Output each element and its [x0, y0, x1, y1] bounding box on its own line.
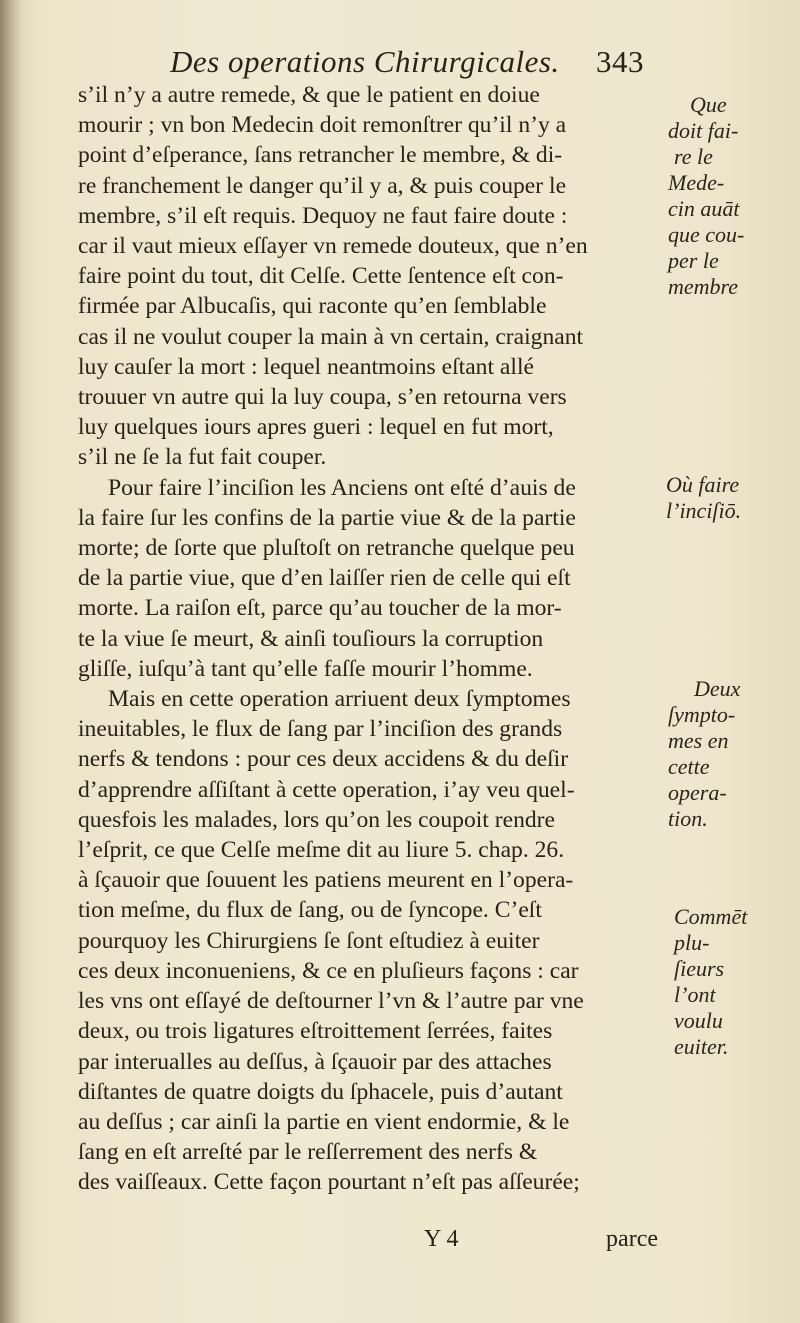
text-line: quesfois les malades, lors qu’on les coupoit rendre — [78, 806, 556, 833]
margin-note-line: Mede- — [668, 170, 725, 195]
page-footer — [78, 1226, 658, 1260]
spine-shadow — [0, 0, 22, 1323]
text-line: tion meſme, du flux de ſang, ou de ſyncope. C’eſt — [78, 897, 542, 924]
text-line: deux, ou trois ligatures eſtroittement ſerrées, faites — [78, 1018, 553, 1045]
text-line: morte; de ſorte que pluſtoſt on retranche quelque peu — [78, 535, 575, 562]
margin-note-line: Deux — [694, 676, 741, 701]
text-line: car il vaut mieux eſſayer vn remede douteux, que n’en — [78, 233, 588, 260]
margin-note-line: l’ont — [674, 982, 716, 1007]
margin-note-line: opera- — [668, 780, 727, 805]
running-header — [170, 44, 650, 80]
text-line: ces deux inconueniens, & ce en pluſieurs façons : car — [78, 957, 579, 984]
margin-note-line: mes en — [668, 728, 729, 753]
text-line: ſang en eſt arreſté par le reſſerrement des nerfs & — [78, 1139, 538, 1166]
margin-note-line: tion. — [668, 806, 708, 831]
text-line: point d’eſperance, ſans retrancher le membre, & di- — [78, 142, 563, 169]
margin-note-line: cette — [668, 754, 710, 779]
text-line: l’eſprit, ce que Celſe meſme dit au liure 5. chap. 26. — [78, 837, 565, 864]
margin-note-line: euiter. — [674, 1034, 729, 1059]
text-line: cas il ne voulut couper la main à vn certain, craignant — [78, 323, 584, 350]
margin-note-line: Commēt — [674, 904, 748, 929]
text-line: Pour faire l’inciſion les Anciens ont eſté d’auis de — [108, 474, 576, 501]
margin-note-line: Où faire — [666, 472, 740, 497]
margin-note-line: plu- — [674, 930, 710, 955]
text-line: Mais en cette operation arriuent deux ſymptomes — [108, 686, 571, 713]
text-line: faire point du tout, dit Celſe. Cette ſentence eſt con- — [78, 263, 564, 290]
margin-note-line: ſieurs — [674, 956, 725, 981]
text-line: des vaiſſeaux. Cette façon pourtant n’eſt pas aſſeurée; — [78, 1169, 580, 1196]
margin-note-line: que cou- — [668, 222, 745, 247]
text-line: au deſſus ; car ainſi la partie en vient endormie, & le — [78, 1108, 570, 1135]
text-line: diſtantes de quatre doigts du ſphacele, puis d’autant — [78, 1078, 563, 1105]
margin-note-line: cin auāt — [668, 196, 740, 221]
text-line: mourir ; vn bon Medecin doit remonſtrer qu’il n’y a — [78, 112, 567, 139]
text-line: d’apprendre aſſiſtant à cette operation, i’ay veu quel- — [78, 776, 575, 803]
margin-note-line: membre — [668, 274, 739, 299]
margin-note-line: ſympto- — [668, 702, 736, 727]
margin-note-line: voulu — [674, 1008, 723, 1033]
margin-note-line: l’inciſiō. — [666, 498, 742, 523]
text-line: les vns ont eſſayé de deſtourner l’vn & l’autre par vne — [78, 988, 584, 1015]
text-line: nerfs & tendons : pour ces deux accidens & du deſir — [78, 746, 569, 773]
margin-note-line: Que — [690, 92, 727, 117]
page-number: 343 — [596, 44, 644, 79]
margin-note — [668, 676, 740, 832]
margin-note-line: per le — [668, 248, 719, 273]
text-line: pourquoy les Chirurgiens ſe ſont eſtudiez à euiter — [78, 927, 540, 954]
main-text — [78, 80, 658, 1198]
margin-note — [668, 92, 744, 300]
signature-mark: Y 4 — [424, 1226, 459, 1252]
text-line: à ſçauoir que ſouuent les patiens meurent en l’opera- — [78, 867, 574, 894]
margin-note-line: doit fai- — [668, 118, 739, 143]
text-line: de la partie viue, que d’en laiſſer rien de celle qui eſt — [78, 565, 571, 592]
text-line: s’il ne ſe la fut fait couper. — [78, 444, 327, 471]
text-line: morte. La raiſon eſt, parce qu’au toucher de la mor- — [78, 595, 562, 622]
text-line: membre, s’il eſt requis. Dequoy ne faut faire doute : — [78, 202, 568, 229]
text-line: gliſſe, iuſqu’à tant qu’elle faſſe mourir l’homme. — [78, 655, 533, 682]
text-line: luy quelques iours apres gueri : lequel en fut mort, — [78, 414, 554, 441]
running-title: Des operations Chirurgicales. — [170, 44, 560, 79]
text-line: te la viue ſe meurt, & ainſi touſiours la corruption — [78, 625, 544, 652]
text-line: trouuer vn autre qui la luy coupa, s’en retourna vers — [78, 384, 567, 411]
margin-note-line: re le — [674, 144, 713, 169]
text-line: firmée par Albucaſis, qui raconte qu’en ſemblable — [78, 293, 547, 320]
text-line: s’il n’y a autre remede, & que le patient en doiue — [78, 82, 540, 108]
text-line: luy cauſer la mort : lequel neantmoins eſtant allé — [78, 353, 534, 380]
text-line: par interualles au deſſus, à ſçauoir par des attaches — [78, 1048, 552, 1075]
text-line: la faire ſur les confins de la partie viue & de la partie — [78, 504, 576, 531]
margin-note — [666, 472, 741, 524]
margin-note — [674, 904, 747, 1060]
text-line: re franchement le danger qu’il y a, & puis couper le — [78, 172, 567, 199]
text-line: ineuitables, le flux de ſang par l’inciſion des grands — [78, 716, 563, 743]
catchword: parce — [606, 1226, 658, 1252]
